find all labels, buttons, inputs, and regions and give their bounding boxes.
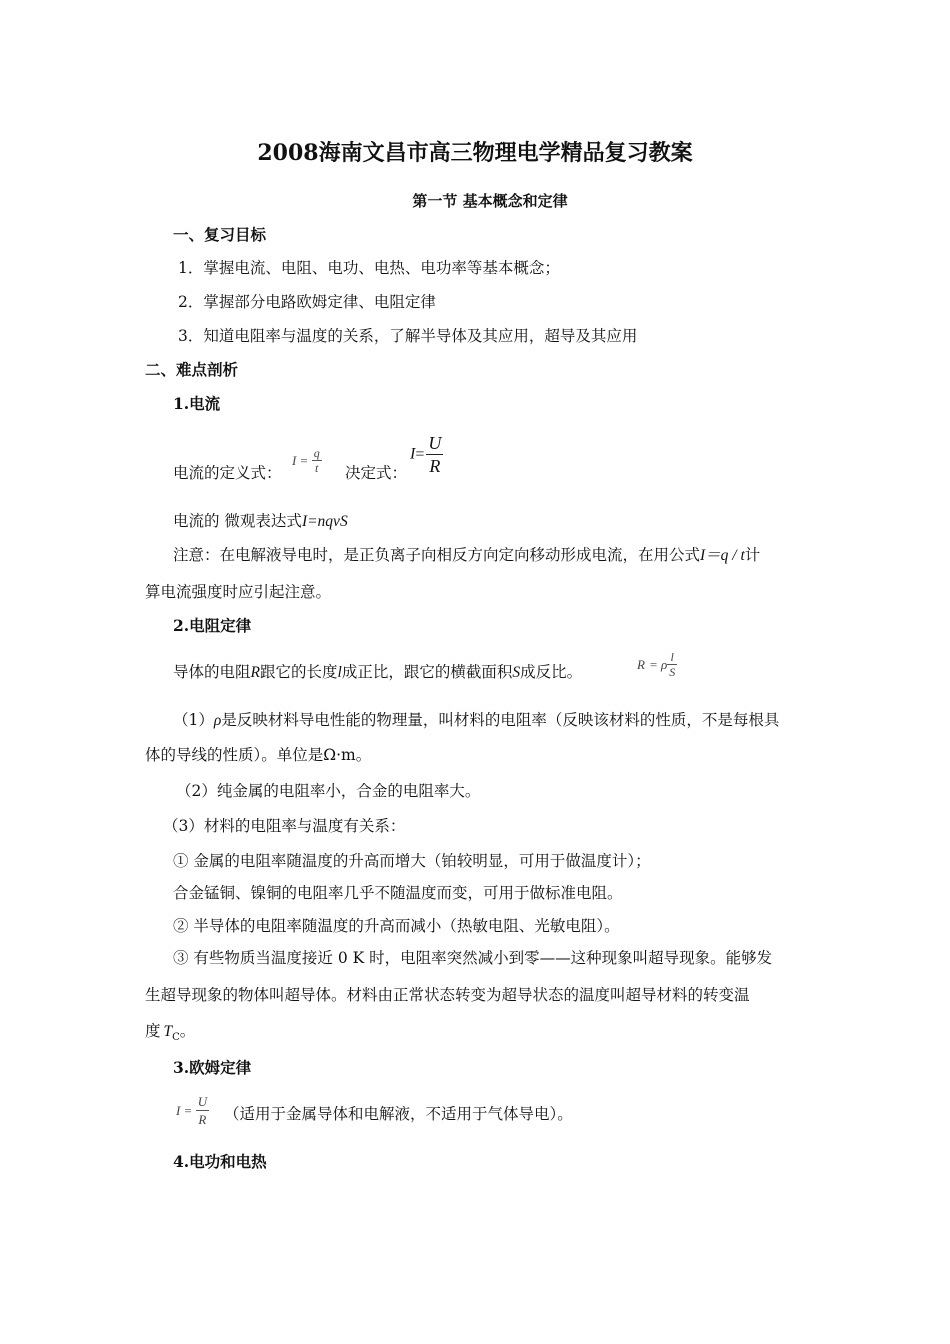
section-title: 第一节 基本概念和定律 [412,192,568,210]
goal-item-2: 2．掌握部分电路欧姆定律、电阻定律 [178,293,436,311]
law-text-c: 成正比，跟它的横截面积 [341,663,513,681]
fraction-numerator: U [197,1094,208,1109]
formula-lhs: I [176,1103,181,1118]
temp-text-b: 。 [179,1022,196,1040]
current-micro-expression [173,511,348,532]
note-text-a: 注意：在电解液导电时，是正负离子向相反方向定向移动形成电流，在用公式 [173,546,701,564]
note-text-b: 计 [744,546,761,564]
heading-electric-work-heat: 4.电功和电热 [173,1152,267,1171]
resistance-law-statement [173,662,582,683]
fraction-numerator: l [667,650,677,665]
rho-symbol: ρ [213,712,222,729]
fraction-denominator: R [429,456,441,476]
fraction-numerator: q [313,446,320,460]
formula-equals: = [300,453,308,468]
ohms-law-applicability: （适用于金属导体和电解液，不适用于气体导电）。 [224,1105,573,1123]
heading-difficulty-analysis: 二、难点剖析 [145,360,239,379]
law-text-d: 成反比。 [520,663,583,681]
resistivity-point-1-line-2: 体的导线的性质）。单位是Ω·m。 [145,746,372,764]
document-title: 2008海南文昌市高三物理电学精品复习教案 [257,140,693,166]
fraction-l-over-s [667,650,677,679]
heading-resistance-law: 2.电阻定律 [173,616,252,635]
resistivity-point-3-item-3-line-2: 生超导现象的物体叫超导体。材料由正常状态转变为超导状态的温度叫超导材料的转变温 [145,986,750,1004]
fraction-denominator: S [669,665,676,679]
resistivity-point-2: （2）纯金属的电阻率小，合金的电阻率大。 [176,782,481,800]
micro-label: 电流的 微观表达式 [173,512,302,530]
current-definition-formula [292,446,322,475]
resistivity-point-1-line-1 [173,710,779,731]
fraction-q-over-t [312,446,322,475]
formula-lhs: I [410,445,416,463]
heading-current: 1.电流 [173,394,221,413]
micro-formula: I=nqvS [301,513,348,530]
ohms-law-formula [176,1093,209,1128]
current-note-line-2: 算电流强度时应引起注意。 [145,583,332,601]
formula-equals-rho: = ρ [648,657,668,672]
fraction-numerator: U [428,433,442,453]
fraction-denominator: t [315,461,319,475]
law-symbol-l: l [337,664,342,681]
resistivity-point-3: （3）材料的电阻率与温度有关系： [163,817,406,835]
current-note-line-1 [173,545,760,566]
law-symbol-s: S [512,664,521,681]
heading-ohms-law: 3.欧姆定律 [173,1058,252,1077]
law-text-a: 导体的电阻 [173,663,251,681]
formula-lhs: R [637,657,645,672]
heading-review-goals: 一、复习目标 [173,225,267,244]
resistivity-point-3-item-2: ② 半导体的电阻率随温度的升高而减小（热敏电阻、光敏电阻）。 [173,917,620,935]
formula-equals: = [415,445,425,463]
goal-item-1: 1．掌握电流、电阻、电功、电热、电功率等基本概念； [178,259,560,277]
goal-item-3: 3．知道电阻率与温度的关系，了解半导体及其应用，超导及其应用 [178,327,638,345]
current-definition-label: 电流的定义式： [173,464,282,482]
law-text-b: 跟它的长度 [259,663,338,681]
formula-lhs: I [292,453,297,468]
current-decide-label: 决定式： [345,464,408,482]
fraction-denominator: R [198,1112,207,1127]
point-1-text: 是反映材料导电性能的物理量，叫材料的电阻率（反映该材料的性质，不是每根具 [221,711,780,729]
temp-symbol: T [163,1023,173,1040]
resistivity-point-3-item-1: ① 金属的电阻率随温度的升高而增大（铂较明显，可用于做温度计）； [173,852,651,870]
fraction-u-over-r [196,1093,209,1128]
current-decide-formula [410,432,443,477]
point-1-prefix: （1） [173,711,214,729]
formula-equals: = [184,1103,192,1118]
resistivity-point-3-item-1b: 合金锰铜、镍铜的电阻率几乎不随温度而变，可用于做标准电阻。 [173,884,623,902]
law-symbol-r: R [250,664,260,681]
resistivity-point-3-item-3-line-3 [145,1021,195,1048]
temp-subscript: C [172,1032,180,1044]
fraction-u-over-r [426,432,443,477]
note-formula: I＝q / t [700,547,745,564]
resistance-law-formula [637,650,677,679]
resistivity-point-3-item-3-line-1: ③ 有些物质当温度接近 0 K 时，电阻率突然减小到零——这种现象叫超导现象。能够发 [173,949,773,967]
temp-text-a: 度 [145,1022,161,1040]
